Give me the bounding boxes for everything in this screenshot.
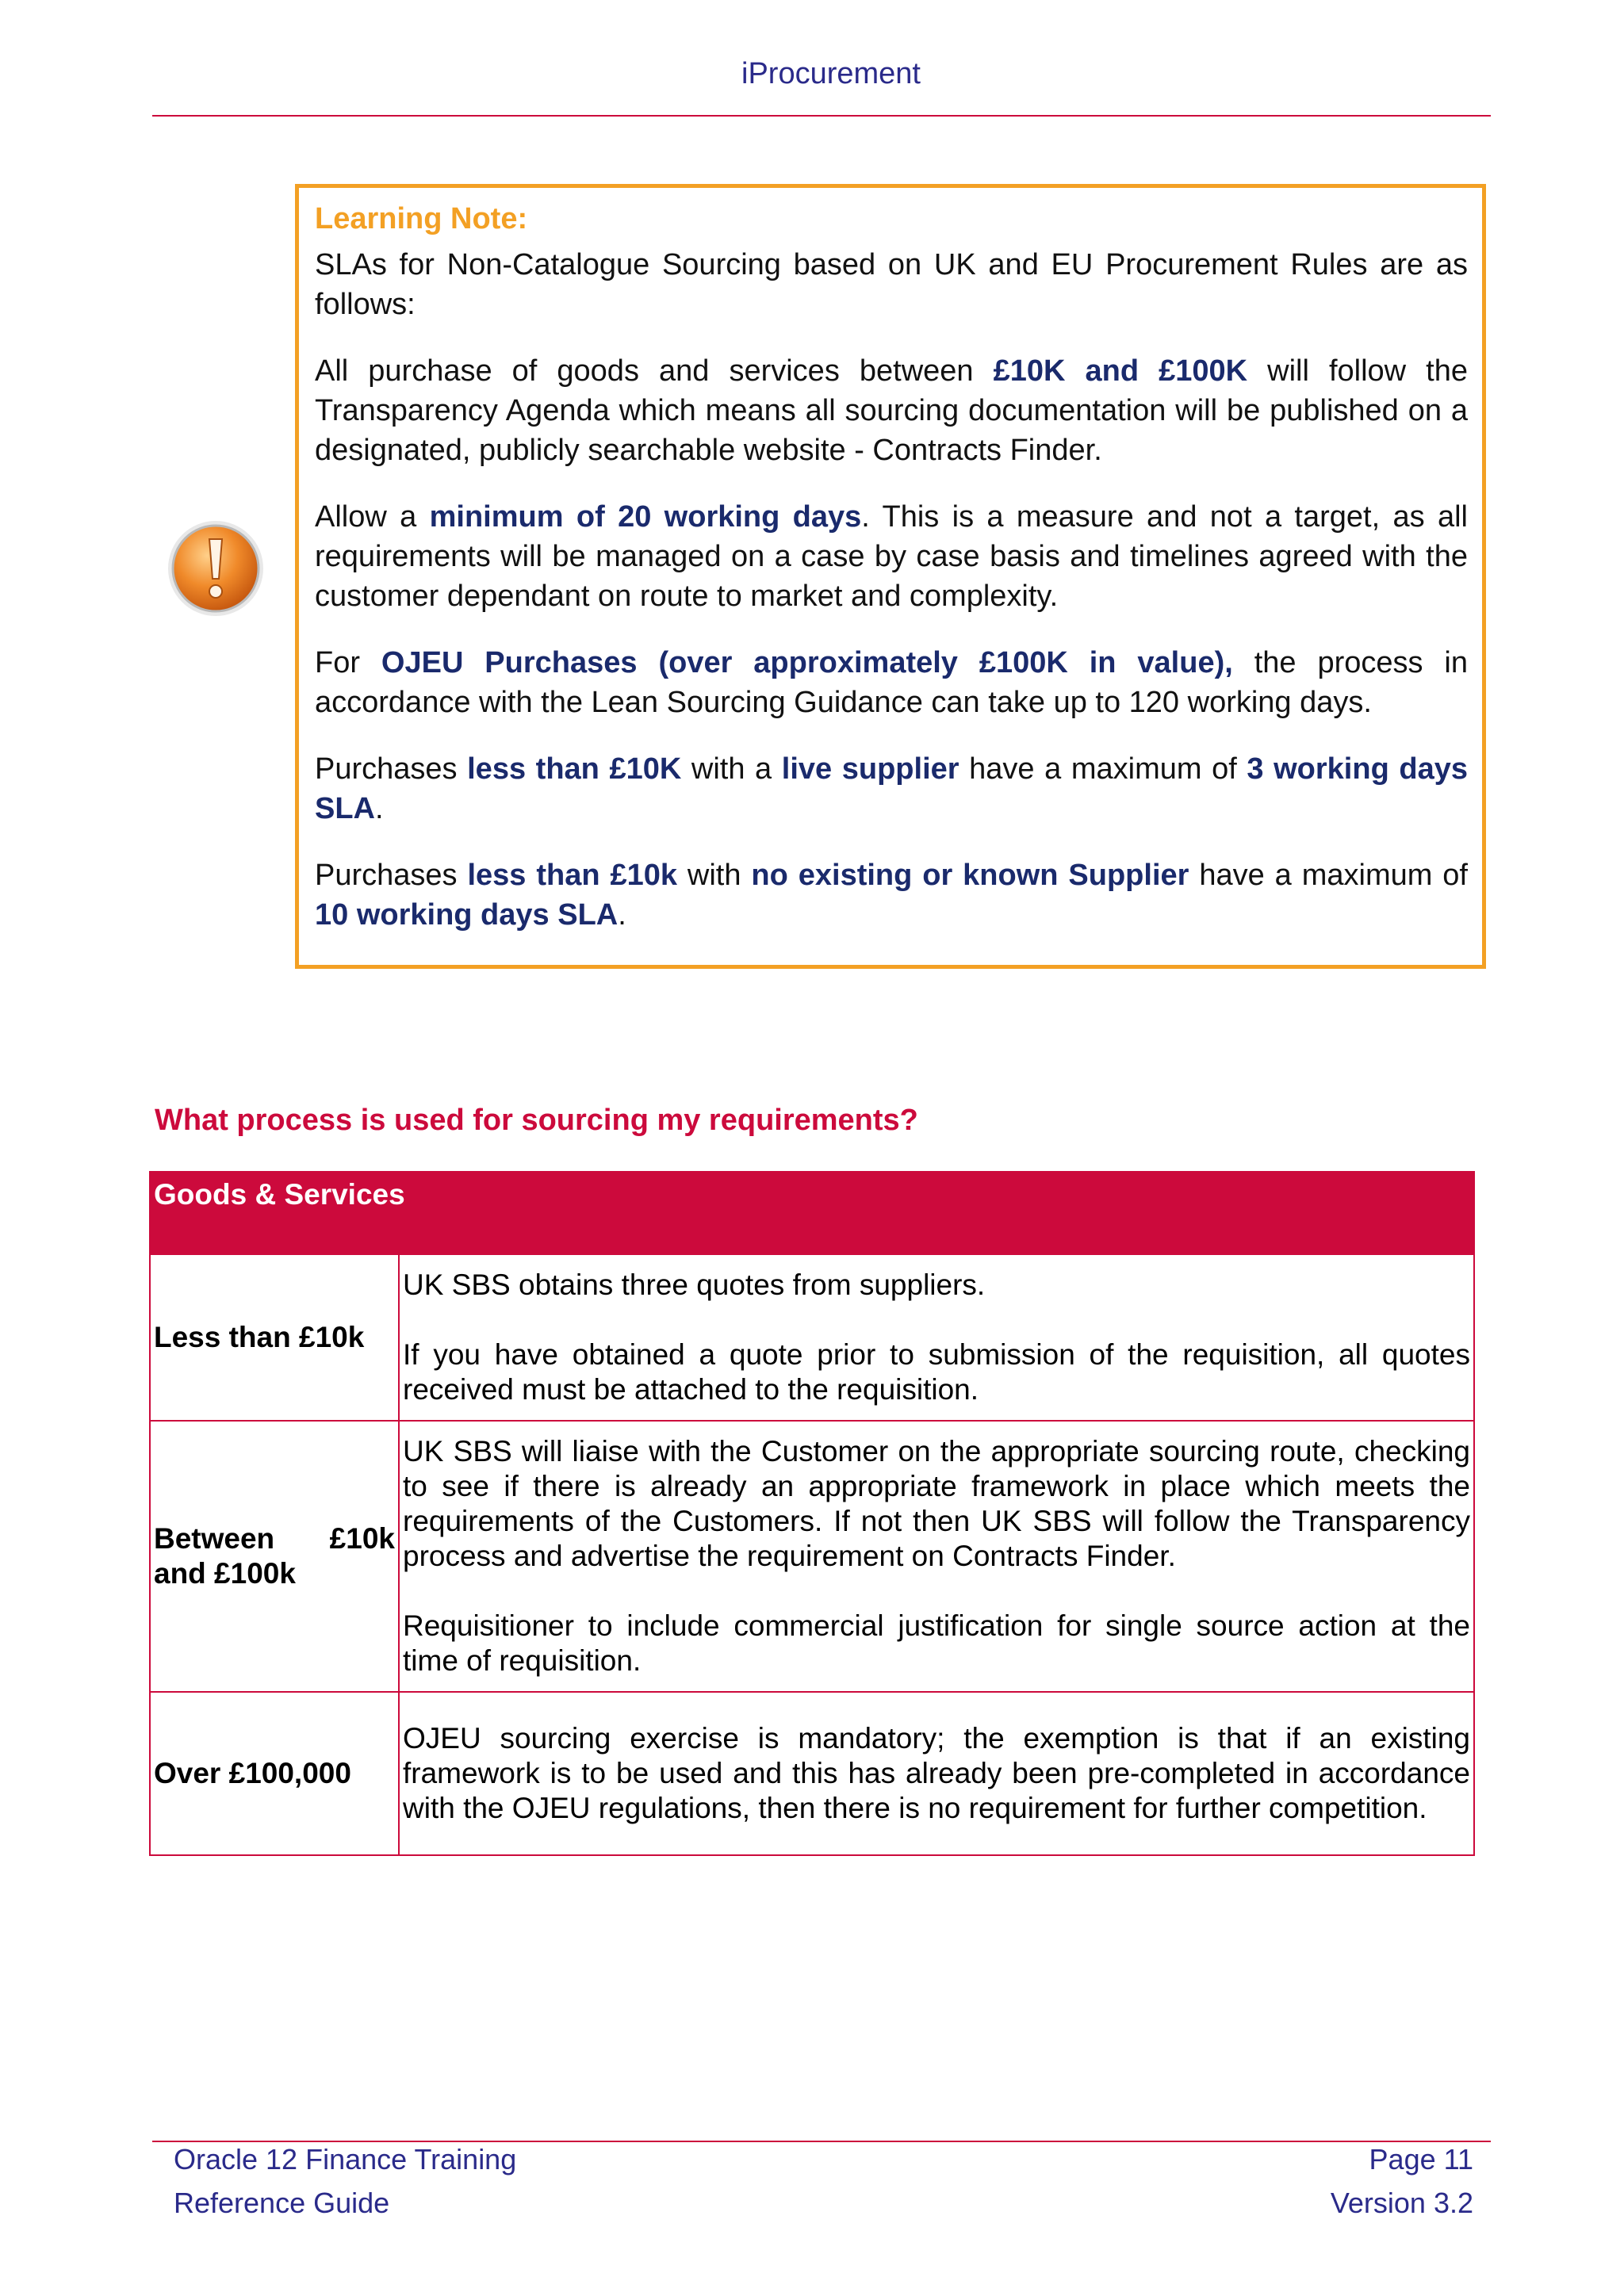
table-row (150, 1692, 1474, 1855)
note-paragraph-minimum-days (315, 497, 1468, 616)
row-description (399, 1692, 1474, 1855)
note-text: . (375, 792, 384, 825)
row-description (399, 1421, 1474, 1692)
footer-guide-name: Reference Guide (174, 2187, 390, 2219)
learning-note-box (295, 184, 1486, 969)
note-paragraph-sla-intro (315, 245, 1468, 324)
note-paragraph-no-supplier (315, 855, 1468, 935)
table-row (150, 1421, 1474, 1692)
note-highlight: less than £10k (467, 859, 677, 892)
note-paragraph-ojeu (315, 643, 1468, 722)
description-paragraph: OJEU sourcing exercise is mandatory; the exemption is that if an existing framework is to be used and this has already been pre-completed in accordance with the OJEU regulations, then there is no requirement for further competition. (403, 1722, 1470, 1824)
note-text: have a maximum of (1189, 859, 1468, 892)
row-description (399, 1254, 1474, 1421)
description-paragraph: Requisitioner to include commercial justification for single source action at the time of requisition. (403, 1609, 1470, 1677)
note-text: Allow a (315, 500, 430, 534)
row-label-over-100000: Over £100,000 (150, 1692, 399, 1855)
footer-page-number: Page 11 (1369, 2143, 1473, 2175)
page-header-title: iProcurement (741, 57, 921, 90)
footer-course-title: Oracle 12 Finance Training (174, 2143, 517, 2175)
note-text: will follow the Transparency Agenda which means all sourcing documentation will be published on a designated, publicly searchable website - Contracts Finder. (315, 354, 1469, 467)
table-header-row (150, 1172, 1474, 1254)
note-paragraph-transparency (315, 351, 1468, 470)
footer-version: Version 3.2 (1330, 2187, 1473, 2219)
note-highlight: less than £10K (467, 752, 682, 786)
exclamation-warning-icon (164, 517, 267, 620)
note-highlight: minimum of 20 working days (429, 500, 862, 534)
note-text: For (315, 646, 381, 679)
note-text: All purchase of goods and services between (315, 354, 994, 388)
description-paragraph: UK SBS will liaise with the Customer on the appropriate sourcing route, checking to see if there is already an appropriate framework in place which meets the requirements of the Customers. If not then UK SBS will follow the Transparency process and advertise the requirement on Contracts Finder. (403, 1435, 1470, 1572)
note-highlight: 10 working days SLA (315, 898, 619, 932)
note-text: . (618, 898, 626, 932)
note-text: with a (681, 752, 782, 786)
note-text: Purchases (315, 752, 468, 786)
learning-note-title: Learning Note: (315, 202, 528, 235)
note-paragraph-live-supplier (315, 749, 1468, 828)
table-row (150, 1254, 1474, 1421)
section-heading: What process is used for sourcing my requirements? (155, 1104, 918, 1137)
description-paragraph: If you have obtained a quote prior to submission of the requisition, all quotes received must be attached to the requisition. (403, 1338, 1470, 1406)
footer-divider (152, 2141, 1491, 2142)
note-text: . This is a measure and not a target, as all requirements will be managed on a case by case basis and timelines agreed with the customer dependant on route to market and complexity. (315, 500, 1468, 613)
sourcing-process-table (149, 1171, 1475, 1856)
note-text: SLAs for Non-Catalogue Sourcing based on UK and EU Procurement Rules are as follows: (315, 248, 1468, 321)
note-highlight: live supplier (781, 752, 959, 786)
note-text: with (677, 859, 752, 892)
note-text: the process in accordance with the Lean Sourcing Guidance can take up to 120 working days. (315, 646, 1468, 719)
note-highlight: OJEU Purchases (over approximately £100K in value), (381, 646, 1233, 679)
note-text: have a maximum of (959, 752, 1247, 786)
note-highlight: no existing or known Supplier (751, 859, 1189, 892)
description-paragraph: UK SBS obtains three quotes from suppliers. (403, 1269, 986, 1301)
note-highlight: £10K and £100K (993, 354, 1248, 388)
note-text: Purchases (315, 859, 468, 892)
header-divider (152, 115, 1491, 117)
row-label-less-than-10k: Less than £10k (150, 1254, 399, 1421)
row-label-between-10k-100k: Between £10k and £100k (150, 1421, 399, 1692)
table-header-goods-services: Goods & Services (150, 1172, 1474, 1254)
note-highlight: 3 working days SLA (315, 752, 1468, 825)
